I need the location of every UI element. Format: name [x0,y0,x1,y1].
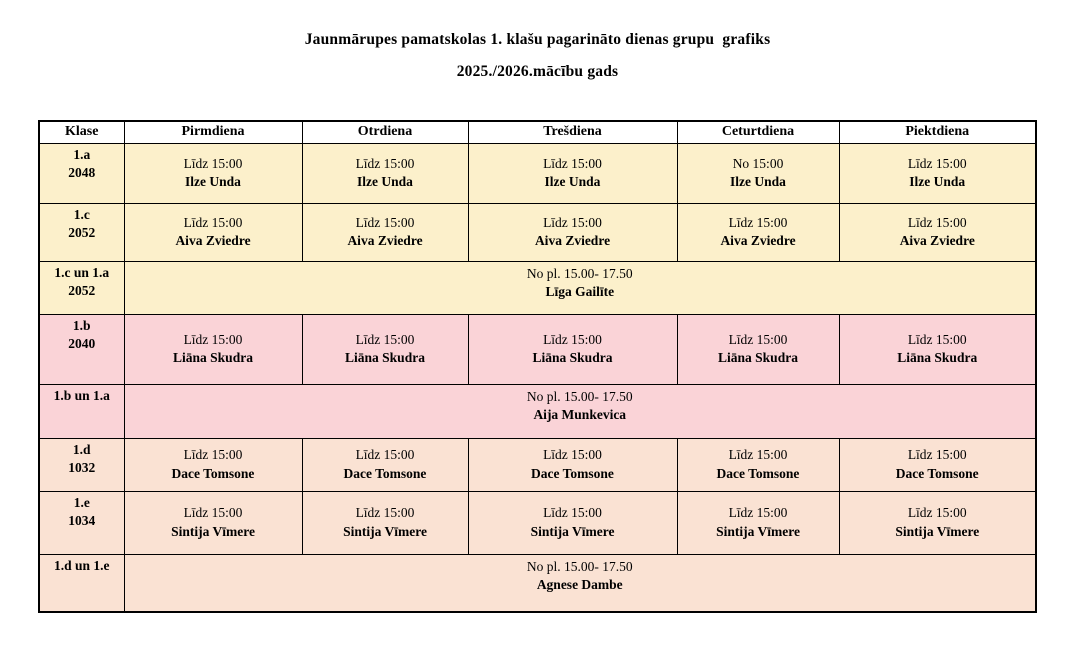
teacher-name: Sintija Vīmere [716,523,800,539]
document-subtitle: 2025./2026.mācību gads [456,63,619,80]
time-label: Līdz 15:00 [543,447,602,463]
class-label: 1.c [73,206,90,222]
schedule-cell [124,438,302,491]
room-number: 2048 [68,164,96,180]
table-row [39,143,1036,203]
class-cell [39,491,124,554]
class-label: 1.d un 1.e [53,557,110,573]
time-label: No pl. 15.00- 17.50 [526,265,633,281]
column-header-klase: Klase [39,121,124,143]
time-label: Līdz 15:00 [183,155,243,171]
time-label: Līdz 15:00 [728,505,788,521]
class-cell [39,143,124,203]
time-label: Līdz 15:00 [728,447,788,463]
schedule-cell [677,203,839,261]
time-label: Līdz 15:00 [728,331,788,347]
class-cell [39,203,124,261]
schedule-cell [124,143,302,203]
table-row [39,314,1036,384]
schedule-cell [124,491,302,554]
time-label: Līdz 15:00 [543,155,602,171]
room-number: 1034 [68,512,96,528]
time-label: Līdz 15:00 [907,331,967,347]
time-label: No pl. 15.00- 17.50 [526,558,633,574]
time-label: Līdz 15:00 [355,447,415,463]
teacher-name: Aiva Zviedre [175,233,251,248]
teacher-name: Liāna Skudra [532,350,613,365]
schedule-cell [468,143,677,203]
time-label: Līdz 15:00 [907,505,967,521]
schedule-cell [677,143,839,203]
class-label: 1.a [73,146,91,162]
schedule-cell [677,314,839,384]
room-number: 2040 [68,335,96,351]
teacher-name: Ilze Unda [909,174,966,189]
teacher-name: Liāna Skudra [718,350,798,365]
schedule-cell [124,314,302,384]
column-header-tuesday: Otrdiena [302,121,468,143]
teacher-name: Dace Tomsone [716,465,800,481]
class-label: 1.b un 1.a [53,387,110,403]
time-label: Līdz 15:00 [183,447,243,463]
teacher-name: Aiva Zviedre [720,233,796,248]
schedule-cell [839,314,1036,384]
teacher-name: Sintija Vīmere [171,523,255,539]
title-block [0,31,1075,81]
room-number: 2052 [68,282,96,298]
time-label: Līdz 15:00 [907,155,967,171]
class-cell [39,554,124,612]
table-row [39,554,1036,612]
class-cell [39,438,124,491]
teacher-name: Dace Tomsone [343,465,427,481]
teacher-name: Dace Tomsone [895,465,979,481]
class-cell [39,384,124,438]
teacher-name: Aiva Zviedre [899,233,975,248]
column-header-monday: Pirmdiena [124,121,302,143]
teacher-name: Liāna Skudra [173,350,253,365]
header-row [39,121,1036,143]
teacher-name: Sintija Vīmere [895,523,980,539]
schedule-cell [302,438,468,491]
schedule-table-body [39,143,1036,612]
room-number: 1032 [68,459,96,475]
table-row [39,438,1036,491]
time-label: Līdz 15:00 [543,331,602,347]
column-header-thursday: Ceturtdiena [677,121,839,143]
time-label: No pl. 15.00- 17.50 [526,388,633,404]
room-number: 2052 [68,224,96,240]
teacher-name: Sintija Vīmere [343,523,427,539]
teacher-name: Aija Munkevica [533,406,627,422]
schedule-cell [468,438,677,491]
schedule-cell [677,491,839,554]
teacher-name: Ilze Unda [544,174,601,189]
time-label: Līdz 15:00 [183,331,243,347]
schedule-cell [839,491,1036,554]
teacher-name: Agnese Dambe [536,576,623,592]
teacher-name: Liāna Skudra [897,350,978,365]
schedule-cell [302,491,468,554]
teacher-name: Ilze Unda [357,174,413,189]
time-label: Līdz 15:00 [355,214,415,230]
teacher-name: Sintija Vīmere [530,523,615,539]
table-row [39,491,1036,554]
schedule-cell [468,314,677,384]
schedule-cell [839,203,1036,261]
time-label: Līdz 15:00 [907,214,967,230]
time-label: Līdz 15:00 [183,214,243,230]
class-label: 1.d [72,441,91,457]
table-row [39,203,1036,261]
class-label: 1.c un 1.a [54,264,110,280]
class-label: 1.b [72,317,91,333]
schedule-cell [468,203,677,261]
schedule-cell [302,143,468,203]
schedule-cell [124,203,302,261]
time-label: Līdz 15:00 [728,214,788,230]
column-header-wednesday: Trešdiena [468,121,677,143]
column-header-friday: Piektdiena [839,121,1036,143]
merged-schedule-cell [124,554,1036,612]
teacher-name: Aiva Zviedre [534,233,611,248]
time-label: Līdz 15:00 [183,505,243,521]
merged-schedule-cell [124,261,1036,314]
schedule-cell [302,203,468,261]
teacher-name: Ilze Unda [185,174,241,189]
teacher-name: Dace Tomsone [531,465,614,481]
teacher-name: Līga Gailīte [545,283,615,299]
table-row [39,384,1036,438]
time-label: No 15:00 [732,155,784,171]
schedule-cell [839,143,1036,203]
class-cell [39,261,124,314]
time-label: Līdz 15:00 [543,214,602,230]
time-label: Līdz 15:00 [355,331,415,347]
teacher-name: Liāna Skudra [345,350,425,365]
class-label: 1.e [73,494,90,510]
time-label: Līdz 15:00 [907,447,967,463]
schedule-cell [468,491,677,554]
schedule-cell [677,438,839,491]
schedule-table [38,120,1037,613]
merged-schedule-cell [124,384,1036,438]
class-cell [39,314,124,384]
teacher-name: Dace Tomsone [171,465,255,481]
table-row [39,261,1036,314]
document-title: Jaunmārupes pamatskolas 1. klašu pagarināto dienas grupu grafiks [304,31,771,48]
schedule-cell [302,314,468,384]
teacher-name: Aiva Zviedre [347,233,423,248]
schedule-cell [839,438,1036,491]
time-label: Līdz 15:00 [355,155,415,171]
time-label: Līdz 15:00 [543,505,602,521]
teacher-name: Ilze Unda [730,174,786,189]
time-label: Līdz 15:00 [355,505,415,521]
